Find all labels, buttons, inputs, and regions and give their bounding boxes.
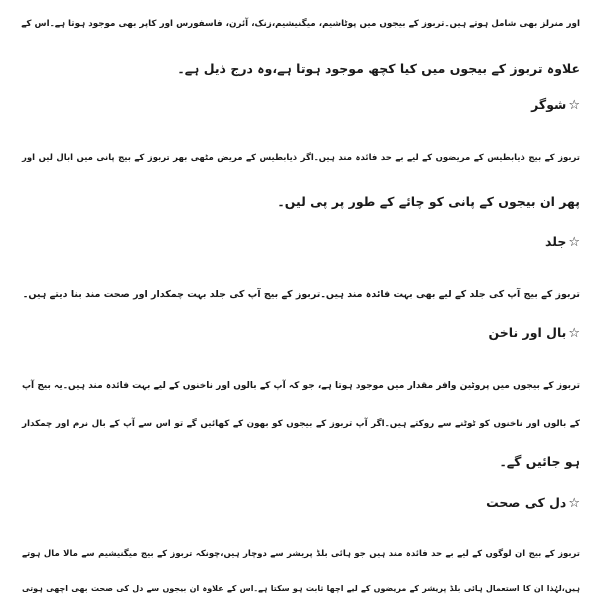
section-heading-skin <box>545 231 580 254</box>
star-icon: ☆ <box>568 326 580 341</box>
hair-line-3: ہو جائیں گے۔ <box>499 454 580 469</box>
sugar-line-1: تربوز کے بیج ذیابطیس کے مریضوں کے لیے بے حد فائدہ مند ہیں۔اگر ذیابطیس کے مریض مٹھی بھر تربوز کے بیج پانی میں ابال لیں اور <box>22 153 580 163</box>
section-heading-label: شوگر <box>531 97 567 112</box>
section-heading-sugar <box>531 94 580 117</box>
section-heading-label: دل کی صحت <box>486 495 567 510</box>
intro-line-1: اور منرلز بھی شامل ہوتے ہیں۔تربوز کے بیجوں میں پوٹاشیم، میگنیشیم،زنک، آئرن، فاسفورس اور کاپر بھی موجود ہوتا ہے۔اس کے <box>21 19 580 29</box>
intro-line-2: علاوہ تربوز کے بیجوں میں کیا کچھ موجود ہوتا ہے،وہ درج ذیل ہے۔ <box>177 61 580 76</box>
section-heading-heart <box>486 492 580 515</box>
hair-line-1: تربوز کے بیجوں میں پروٹین وافر مقدار میں موجود ہوتا ہے، جو کہ آپ کے بالوں اور ناخنوں کے لیے بہت فائدہ مند ہیں۔یہ بیج آپ <box>22 381 580 391</box>
section-heading-label: بال اور ناخن <box>488 325 567 340</box>
section-heading-label: جلد <box>545 234 567 249</box>
heart-line-2: ہیں،لہٰذا ان کا استعمال ہائی بلڈ پریشر کے مریضوں کے لیے اچھا ثابت ہو سکتا ہے۔اس کے علاوہ ان بیجوں سے دل کی صحت بھی اچھی ہوتی <box>22 584 580 593</box>
hair-line-2: کے بالوں اور ناخنوں کو ٹوٹنے سے روکتے ہیں۔اگر آپ تربوز کے بیجوں کو بھون کے کھائیں گے تو اس سے آپ کے بال نرم اور چمکدار <box>22 419 580 429</box>
star-icon: ☆ <box>568 235 580 250</box>
skin-line-1: تربوز کے بیج آپ کی جلد کے لیے بھی بہت فائدہ مند ہیں۔تربوز کے بیج آپ کی جلد بہت چمکدار اور صحت مند بنا دیتے ہیں۔ <box>22 289 580 300</box>
section-heading-hair-nails <box>489 322 581 345</box>
sugar-line-2: پھر ان بیجوں کے پانی کو چائے کے طور پر پی لیں۔ <box>277 194 580 209</box>
star-icon: ☆ <box>568 98 580 113</box>
heart-line-1: تربوز کے بیج ان لوگوں کے لیے بے حد فائدہ مند ہیں جو ہائی بلڈ پریشر سے دوچار ہیں،چونکہ تربوز کے بیج میگنیشیم سے مالا مال ہوتے <box>22 549 580 559</box>
star-icon: ☆ <box>568 496 580 511</box>
